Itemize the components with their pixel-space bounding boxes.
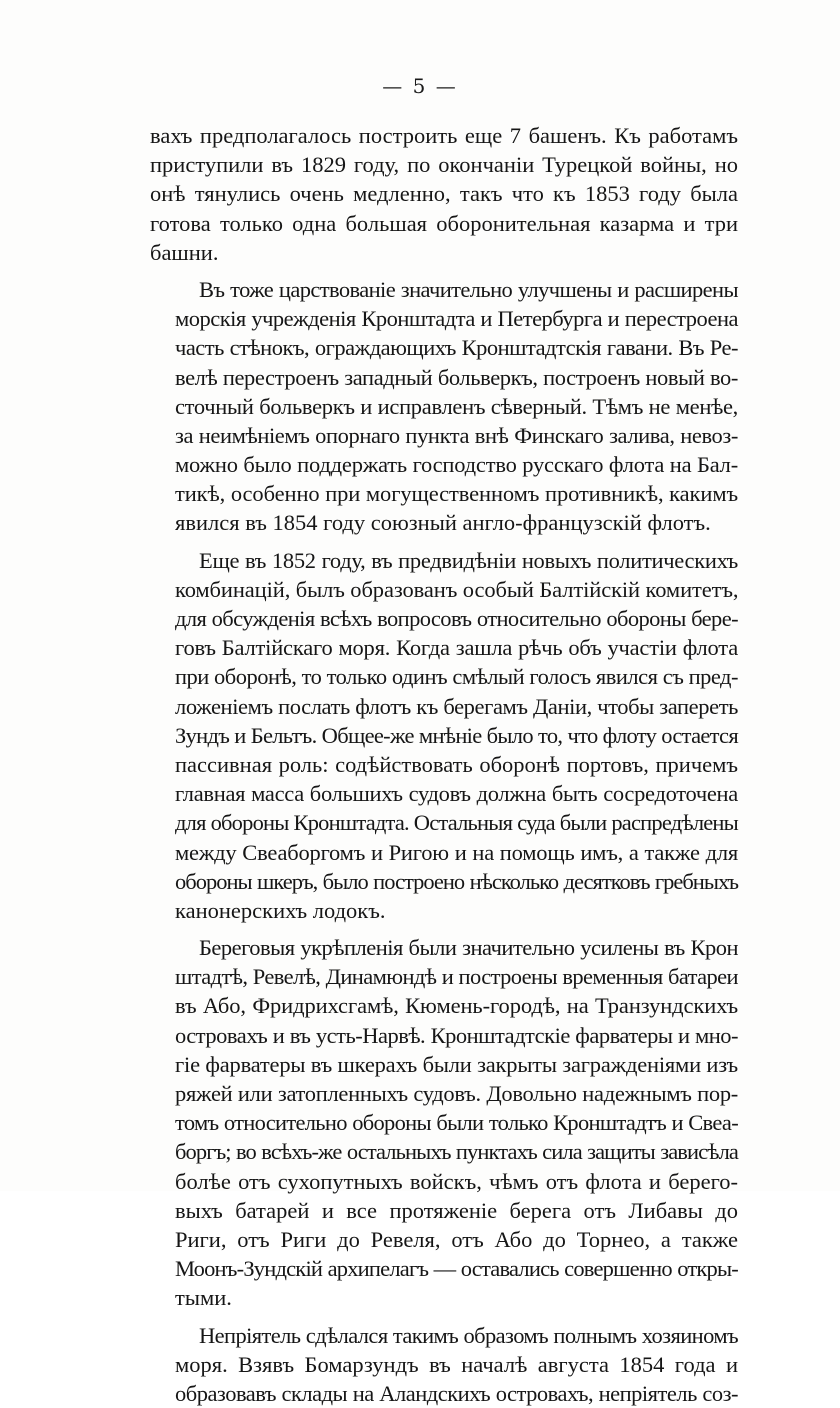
paragraph-5 bbox=[150, 1321, 738, 1408]
text-line: ложеніемъ послать флотъ къ берегамъ Даніи, чтобы запереть bbox=[150, 692, 738, 721]
text-line: явился въ 1854 году союзный англо-французскій флотъ. bbox=[150, 508, 738, 537]
text-line: Риги, отъ Риги до Ревеля, отъ Або до Торнео, а также bbox=[150, 1225, 738, 1254]
text-line: комбинацій, былъ образованъ особый Балтійскій комитетъ, bbox=[150, 575, 738, 604]
text-line: при оборонѣ, то только одинъ смѣлый голосъ явился съ пред- bbox=[150, 662, 738, 691]
text-line: онѣ тянулись очень медленно, такъ что къ 1853 году была bbox=[150, 179, 738, 208]
text-line: тикѣ, особенно при могущественномъ противникѣ, какимъ bbox=[150, 479, 738, 508]
text-line: Зундъ и Бельтъ. Общее-же мнѣніе было то, что флоту остается bbox=[150, 721, 738, 750]
text-line: обороны шкеръ, было построено нѣсколько десятковъ гребныхъ bbox=[150, 867, 738, 896]
text-line: для обороны Кронштадта. Остальныя суда были распредѣлены bbox=[150, 808, 738, 837]
text-line: Береговыя укрѣпленія были значительно усилены въ Крон bbox=[150, 933, 738, 962]
text-line: сточный больверкъ и исправленъ сѣверный. Тѣмъ не менѣе, bbox=[150, 392, 738, 421]
text-line: Въ тоже царствованіе значительно улучшены и расширены bbox=[150, 275, 738, 304]
text-line: образовавъ склады на Аландскихъ островахъ, непріятель соз- bbox=[150, 1379, 738, 1408]
text-line: моря. Взявъ Бомарзундъ въ началѣ августа 1854 года и bbox=[150, 1350, 738, 1379]
text-line: главная масса большихъ судовъ должна быть сосредоточена bbox=[150, 779, 738, 808]
text-line: морскія учрежденія Кронштадта и Петербурга и перестроена bbox=[150, 304, 738, 333]
text-line: готова только одна большая оборонительная казарма и три bbox=[150, 209, 738, 238]
text-line: говъ Балтійскаго моря. Когда зашла рѣчь объ участіи флота bbox=[150, 633, 738, 662]
text-line: за неимѣніемъ опорнаго пункта внѣ Финскаго залива, невоз- bbox=[150, 421, 738, 450]
text-line: штадтѣ, Ревелѣ, Динамюндѣ и построены временныя батареи bbox=[150, 962, 738, 991]
paragraph-4 bbox=[150, 933, 738, 1312]
text-line: часть стѣнокъ, ограждающихъ Кронштадтскія гавани. Въ Ре- bbox=[150, 333, 738, 362]
paragraph-2 bbox=[150, 275, 738, 538]
text-line: можно было поддержать господство русскаго флота на Бал- bbox=[150, 450, 738, 479]
text-line: приступили въ 1829 году, по окончаніи Турецкой войны, но bbox=[150, 150, 738, 179]
text-line: тыми. bbox=[150, 1283, 738, 1312]
body-text bbox=[150, 121, 738, 1408]
text-line: боргъ; во всѣхъ-же остальныхъ пунктахъ сила защиты зависѣла bbox=[150, 1137, 738, 1166]
text-line: Еще въ 1852 году, въ предвидѣніи новыхъ политическихъ bbox=[150, 546, 738, 575]
text-line: между Свеаборгомъ и Ригою и на помощь имъ, а также для bbox=[150, 838, 738, 867]
text-line: томъ относительно обороны были только Кронштадтъ и Свеа- bbox=[150, 1108, 738, 1137]
text-line: велѣ перестроенъ западный больверкъ, построенъ новый во- bbox=[150, 363, 738, 392]
text-line: болѣе отъ сухопутныхъ войскъ, чѣмъ отъ флота и берего- bbox=[150, 1167, 738, 1196]
paragraph-3 bbox=[150, 546, 738, 925]
text-line: Моонъ-Зундскій архипелагъ — оставались совершенно откры- bbox=[150, 1254, 738, 1283]
text-line: вахъ предполагалось построить еще 7 башенъ. Къ работамъ bbox=[150, 121, 738, 150]
page-number: — 5 — bbox=[0, 74, 840, 98]
text-line: въ Або, Фридрихсгамѣ, Кюмень-городѣ, на Транзундскихъ bbox=[150, 991, 738, 1020]
text-line: пассивная роль: содѣйствовать оборонѣ портовъ, причемъ bbox=[150, 750, 738, 779]
text-line: для обсужденія всѣхъ вопросовъ относительно обороны бере- bbox=[150, 604, 738, 633]
text-line: островахъ и въ усть-Нарвѣ. Кронштадтскіе фарватеры и мно- bbox=[150, 1021, 738, 1050]
text-line: Непріятель сдѣлался такимъ образомъ полнымъ хозяиномъ bbox=[150, 1321, 738, 1350]
text-line: гіе фарватеры въ шкерахъ были закрыты загражденіями изъ bbox=[150, 1050, 738, 1079]
text-line: выхъ батарей и все протяженіе берега отъ Либавы до bbox=[150, 1196, 738, 1225]
text-line: башни. bbox=[150, 238, 738, 267]
text-line: ряжей или затопленныхъ судовъ. Довольно надежнымъ пор- bbox=[150, 1079, 738, 1108]
paragraph-1 bbox=[150, 121, 738, 267]
text-line: канонерскихъ лодокъ. bbox=[150, 896, 738, 925]
